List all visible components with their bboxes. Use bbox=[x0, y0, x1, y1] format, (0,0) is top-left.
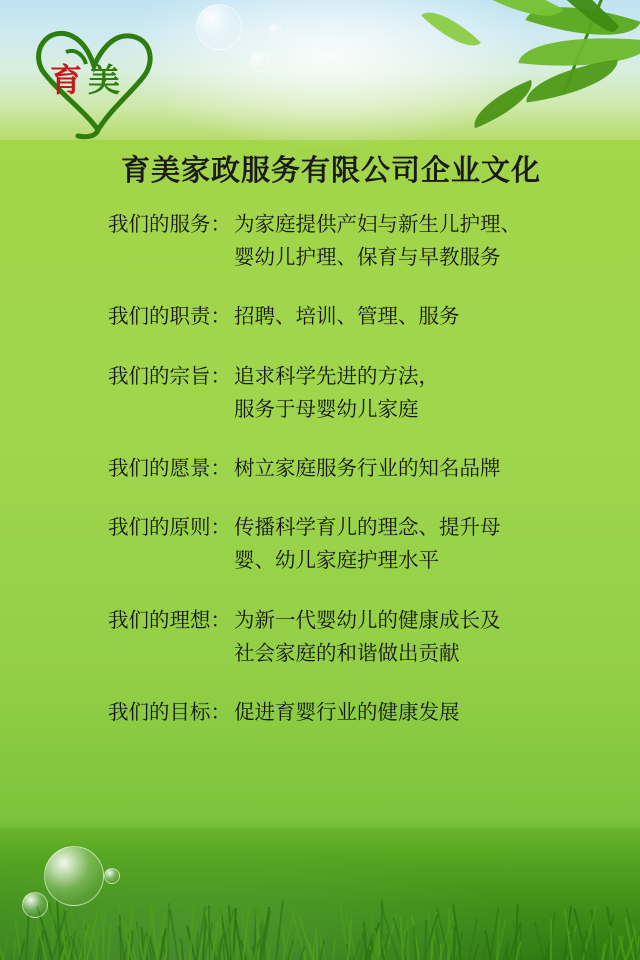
bubble-icon bbox=[196, 4, 242, 50]
bubble-icon bbox=[250, 52, 270, 72]
bubble-icon bbox=[104, 868, 120, 884]
list-item bbox=[108, 604, 578, 670]
entry-label: 我们的愿景： bbox=[108, 456, 231, 481]
entry-line bbox=[108, 393, 578, 426]
entry-value: 促进育婴行业的健康发展 bbox=[234, 700, 460, 725]
entry-line bbox=[108, 360, 578, 393]
entry-value: 传播科学育儿的理念、提升母 bbox=[234, 515, 501, 540]
entry-line bbox=[108, 208, 578, 241]
logo bbox=[22, 18, 172, 138]
entry-label: 我们的宗旨： bbox=[108, 363, 231, 388]
list-item bbox=[108, 208, 578, 274]
entry-line bbox=[108, 637, 578, 670]
leaf-decoration bbox=[320, 0, 640, 152]
entry-line bbox=[108, 604, 578, 637]
page-title: 育美家政服务有限公司企业文化 bbox=[120, 153, 541, 187]
entry-line bbox=[108, 300, 578, 333]
logo-char-yu: 育 bbox=[50, 61, 83, 99]
grass-blade-icon bbox=[316, 936, 318, 960]
entry-value: 为新一代婴幼儿的健康成长及 bbox=[234, 607, 501, 632]
entry-label: 我们的理想： bbox=[108, 607, 231, 632]
entry-line bbox=[108, 544, 578, 577]
list-item bbox=[108, 360, 578, 426]
entry-value: 为家庭提供产妇与新生儿护理、 bbox=[234, 212, 521, 236]
list-item bbox=[108, 300, 578, 333]
entry-value: 招聘、培训、管理、服务 bbox=[234, 304, 460, 329]
leaf-icon bbox=[466, 80, 540, 128]
entry-line bbox=[108, 511, 578, 544]
entry-line bbox=[108, 452, 578, 485]
bubble-icon bbox=[44, 846, 104, 906]
entry-label: 我们的目标： bbox=[108, 700, 231, 725]
bubble-icon bbox=[268, 24, 281, 37]
bubble-icon bbox=[22, 892, 48, 918]
entry-value: 服务于母婴幼儿家庭 bbox=[234, 396, 419, 421]
entry-value: 婴、幼儿家庭护理水平 bbox=[234, 548, 439, 573]
entry-value: 社会家庭的和谐做出贡献 bbox=[234, 640, 460, 665]
entry-label: 我们的服务： bbox=[108, 212, 231, 236]
list-item bbox=[108, 696, 578, 729]
entry-label: 我们的原则： bbox=[108, 515, 231, 540]
entry-value: 树立家庭服务行业的知名品牌 bbox=[234, 456, 501, 481]
entry-value: 婴幼儿护理、保育与早教服务 bbox=[234, 245, 501, 270]
culture-list bbox=[108, 208, 578, 755]
logo-text bbox=[50, 61, 121, 99]
list-item bbox=[108, 452, 578, 485]
list-item bbox=[108, 511, 578, 577]
entry-line bbox=[108, 696, 578, 729]
entry-label: 我们的职责： bbox=[108, 304, 231, 329]
leaf-icon bbox=[421, 0, 481, 58]
logo-char-mei: 美 bbox=[88, 61, 121, 99]
entry-value: 追求科学先进的方法， bbox=[234, 363, 439, 388]
entry-line bbox=[108, 241, 578, 274]
